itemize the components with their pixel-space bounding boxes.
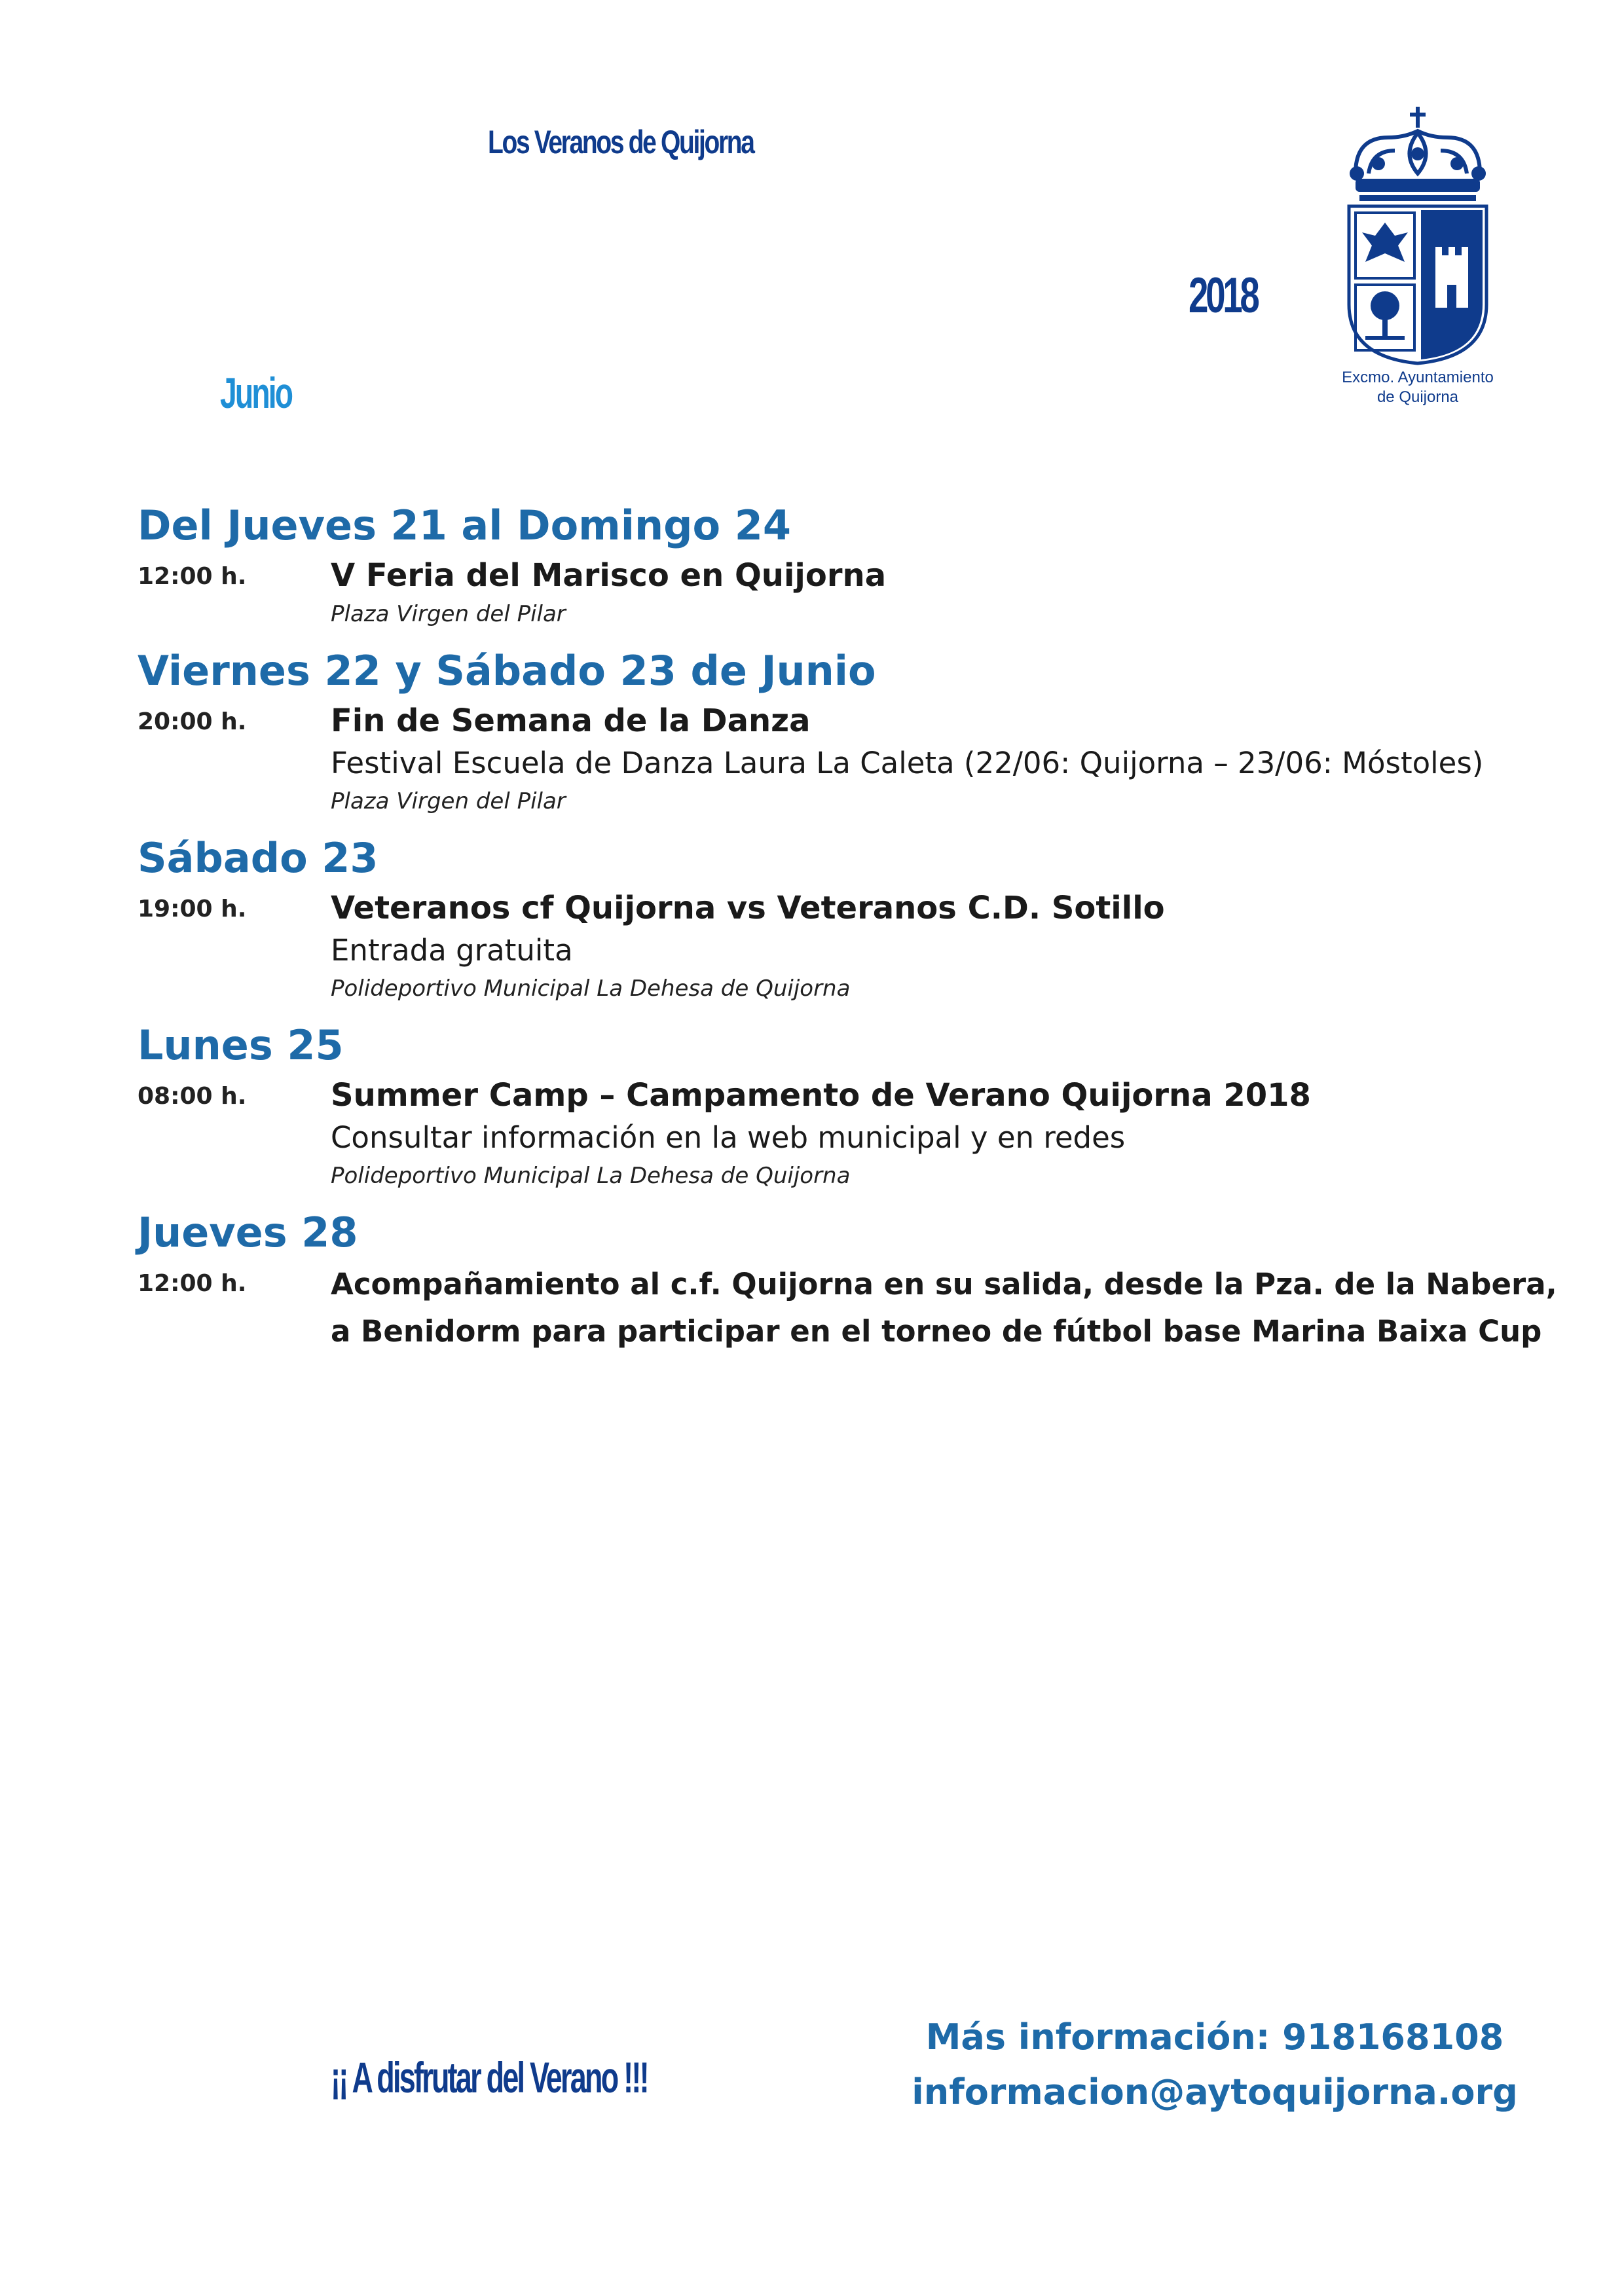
event-title: Veteranos cf Quijorna vs Veteranos C.D. Sotillo xyxy=(331,890,1165,926)
crest-caption-line1: Excmo. Ayuntamiento xyxy=(1342,369,1494,386)
event-description: Festival Escuela de Danza Laura La Caleta (22/06: Quijorna – 23/06: Móstoles) xyxy=(331,746,1484,780)
enjoy-slogan: ¡¡ A disfrutar del Verano !!! xyxy=(331,2053,648,2102)
event-description: Consultar información en la web municipal y en redes xyxy=(331,1120,1126,1155)
event-date: Jueves 28 xyxy=(138,1209,358,1256)
contact-block xyxy=(904,2010,1526,2120)
event-description: Entrada gratuita xyxy=(331,933,573,968)
crest-caption-line2: de Quijorna xyxy=(1376,388,1459,406)
event-item xyxy=(138,1017,1565,1193)
event-title: V Feria del Marisco en Quijorna xyxy=(331,557,887,594)
event-item xyxy=(138,498,1565,631)
event-time: 08:00 h. xyxy=(138,1083,247,1110)
contact-email: informacion@aytoquijorna.org xyxy=(912,2071,1518,2113)
event-title: Fin de Semana de la Danza xyxy=(331,702,811,739)
event-date: Lunes 25 xyxy=(138,1021,344,1069)
month-label: Junio xyxy=(220,369,292,417)
event-place: Plaza Virgen del Pilar xyxy=(331,788,566,814)
more-info-phone: Más información: 918168108 xyxy=(925,2016,1504,2058)
event-place: Polideportivo Municipal La Dehesa de Quijorna xyxy=(331,1163,851,1189)
event-time: 20:00 h. xyxy=(138,708,247,735)
event-date: Viernes 22 y Sábado 23 de Junio xyxy=(138,647,876,695)
series-title: Los Veranos de Quijorna xyxy=(488,124,754,160)
year-label: 2018 xyxy=(1189,268,1257,323)
event-date: Del Jueves 21 al Domingo 24 xyxy=(138,501,791,549)
event-date: Sábado 23 xyxy=(138,834,378,882)
event-item xyxy=(138,643,1565,818)
event-title-line2: a Benidorm para participar en el torneo de fútbol base Marina Baixa Cup xyxy=(331,1314,1542,1349)
event-time: 12:00 h. xyxy=(138,563,247,590)
event-time: 19:00 h. xyxy=(138,896,247,922)
crest-caption xyxy=(1323,368,1513,407)
event-title-line1: Acompañamiento al c.f. Quijorna en su salida, desde la Pza. de la Nabera, xyxy=(331,1267,1557,1302)
event-item xyxy=(138,830,1565,1006)
event-title: Summer Camp – Campamento de Verano Quijorna 2018 xyxy=(331,1077,1311,1114)
event-place: Polideportivo Municipal La Dehesa de Quijorna xyxy=(331,975,851,1002)
event-time: 12:00 h. xyxy=(138,1270,247,1297)
event-item xyxy=(138,1205,1565,1355)
coat-of-arms-icon xyxy=(1342,101,1493,367)
event-place: Plaza Virgen del Pilar xyxy=(331,601,566,627)
events-list xyxy=(138,498,1565,1367)
